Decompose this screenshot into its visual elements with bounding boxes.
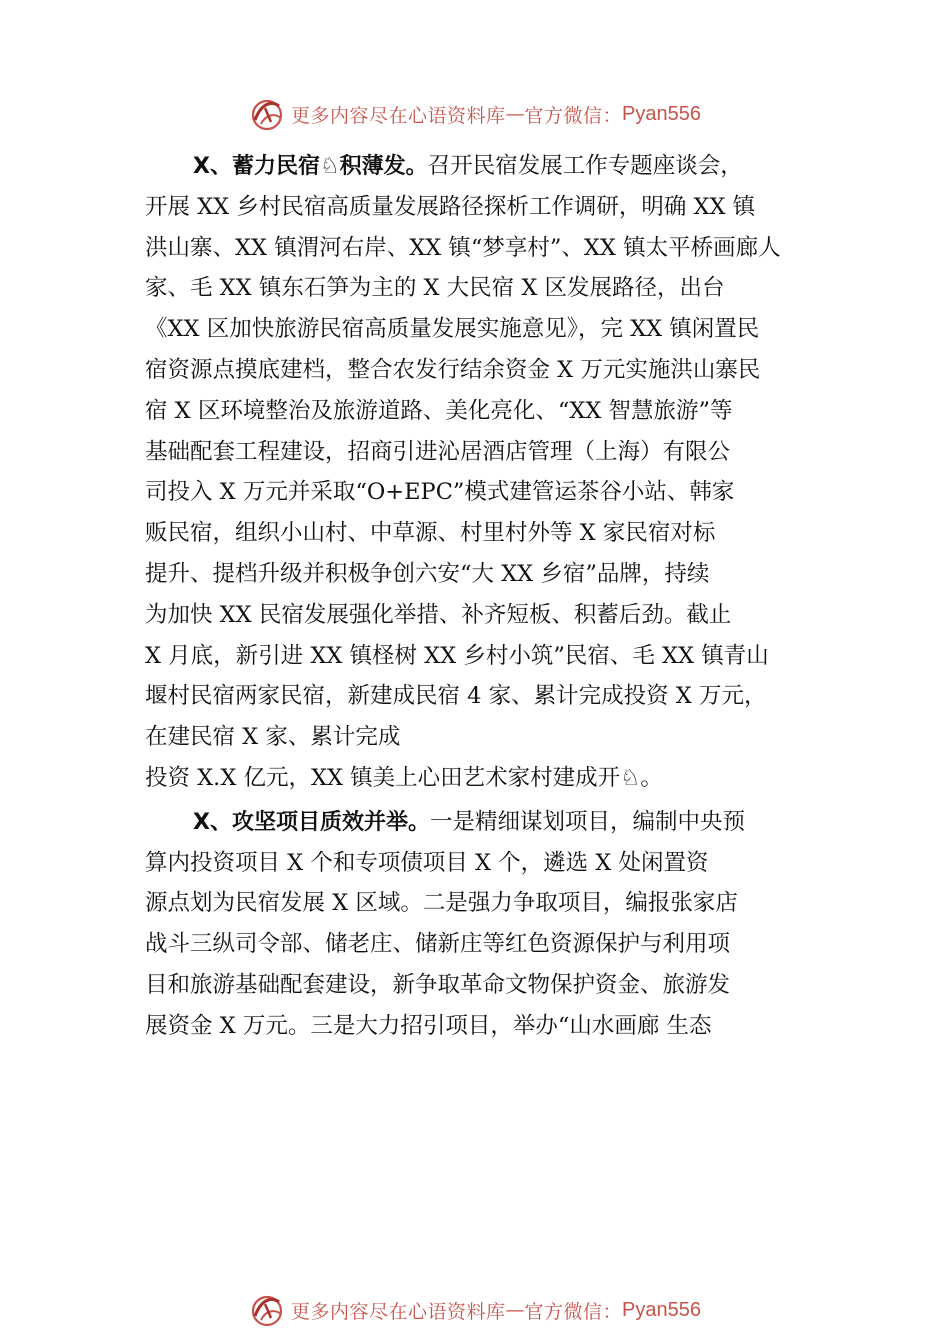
paragraph-line [145,802,830,843]
paragraph-line: 在建民宿 X 家、累计完成 [145,724,401,751]
paragraph-line: 宿资源点摸底建档，整合农发行结余资金 X 万元实施洪山寨民 [145,356,761,383]
paragraph-line: 开展 XX 乡村民宿高质量发展路径探析工作调研，明确 XX 镇 [145,193,756,220]
paragraph-line: 宿 X 区环境整治及旅游道路、美化亮化、“XX 智慧旅游”等 [145,397,733,424]
section-heading-1: X、蓄力民宿♘积薄发。 [193,154,428,179]
watermark-suffix: 官方微信： [524,1300,623,1323]
paragraph-line: 《XX 区加快旅游民宿高质量发展实施意见》，完 XX 镇闲置民 [145,316,760,343]
watermark-text: 更多内容尽在心语资料库 [291,1300,506,1323]
paragraph-text: 召开民宿发展工作专题座谈会， [427,153,743,179]
paragraph-text: 一是精细谋划项目，编制中央预 [429,808,745,835]
paragraph-line: 算内投资项目 X 个和专项债项目 X 个，遴选 X 处闲置资 [145,849,709,876]
paragraph-line: 展资金 X 万元。三是大力招引项目，举办“山水画廊 生态 [145,1012,712,1039]
watermark-wechat-id: Pyan556 [622,1298,701,1321]
paragraph-line: 贩民宿，组织小山村、中草源、村里村外等 X 家民宿对标 [145,520,716,547]
paragraph-line: 堰村民宿两家民宿，新建成民宿 4 家、累计完成投资 X 万元， [145,683,767,710]
paragraph-line: 为加快 XX 民宿发展强化举措、补齐短板、积蓄后劲。截止 [145,601,732,628]
header-watermark [0,94,950,134]
paragraph-line: 目和旅游基础配套建设，新争取革命文物保护资金、旅游发 [145,971,731,998]
paragraph-line: 司投入 X 万元并采取“O+EPC”模式建管运茶谷小站、韩家 [145,479,735,506]
paragraph-line: 提升、提档升级并积极争创六安“大 XX 乡宿”品牌，持续 [145,560,710,587]
watermark-suffix: 官方微信： [524,104,623,127]
paragraph-line: 战斗三纵司令部、储老庄、储新庄等红色资源保护与利用项 [145,931,731,958]
paragraph-line: 基础配套工程建设，招商引进沁居酒店管理（上海）有限公 [145,438,731,465]
footer-watermark [0,1290,950,1330]
document-body [145,146,830,1047]
watermark-separator: — [505,1299,525,1321]
watermark-wechat-id: Pyan556 [622,102,701,125]
section-heading-2: X、攻坚项目质效并举。 [193,809,430,835]
paragraph-line [145,146,830,187]
watermark-text: 更多内容尽在心语资料库 [291,104,506,127]
paragraph-line: 家、毛 XX 镇东石笋为主的 X 大民宿 X 区发展路径，出台 [145,275,725,302]
watermark-separator: — [505,103,525,125]
paragraph-line: X 月底，新引进 XX 镇柽树 XX 乡村小筑”民宿、毛 XX 镇青山 [145,642,769,669]
paragraph-line: 投资 X.X 亿元，XX 镇美上心田艺术家村建成开♘。 [145,764,663,791]
signature-seal-icon [249,96,285,132]
paragraph-line: 源点划为民宿发展 X 区域。二是强力争取项目，编报张家店 [145,890,738,917]
signature-seal-icon [249,1292,285,1328]
paragraph-line: 洪山寨、XX 镇渭河右岸、XX 镇“梦享村”、XX 镇太平桥画廊人 [145,234,781,261]
